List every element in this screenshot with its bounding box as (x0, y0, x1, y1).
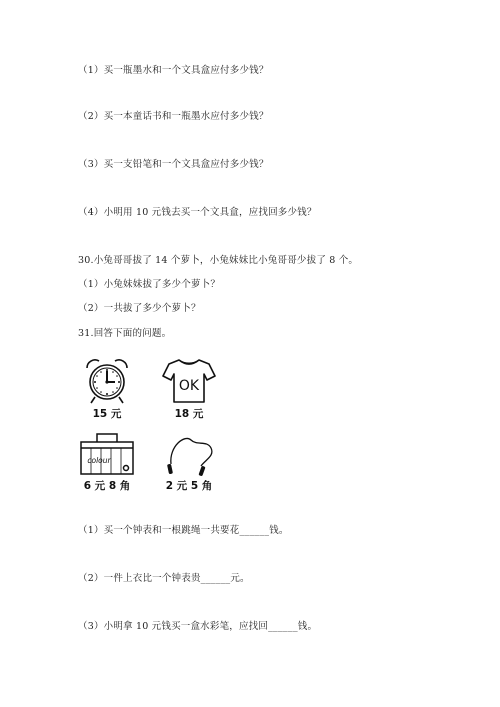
item-alarm-clock (72, 356, 142, 421)
item-bag (72, 430, 142, 493)
price-items (72, 356, 232, 496)
alarm-clock-icon (79, 356, 135, 406)
q31-sub-2: （2）一件上衣比一个钟表贵______元。 (78, 573, 250, 584)
question-2: （2）买一本童话书和一瓶墨水应付多少钱？ (78, 111, 269, 122)
tshirt-icon (161, 356, 217, 406)
q31-title: 31.回答下面的问题。 (78, 328, 172, 339)
question-4: （4）小明用 10 元钱去买一个文具盒，应找回多少钱？ (78, 207, 317, 218)
shirt-text: OK (178, 378, 200, 394)
item-tshirt (154, 356, 224, 421)
q31-sub-3: （3）小明拿 10 元钱买一盒水彩笔，应找回______钱。 (78, 621, 318, 632)
q30-sub-2: （2）一共拔了多少个萝卜？ (78, 303, 201, 314)
q31-sub-1: （1）买一个钟表和一根跳绳一共要花______钱。 (78, 525, 289, 536)
question-1: （1）买一瓶墨水和一个文具盒应付多少钱？ (78, 65, 269, 76)
jump-rope-icon (161, 430, 217, 478)
price-label: 18 元 (174, 408, 204, 420)
bag-text: colour (87, 456, 111, 465)
price-label: 2 元 5 角 (165, 480, 213, 492)
question-3: （3）买一支铅笔和一个文具盒应付多少钱？ (78, 159, 269, 170)
q30-title: 30.小兔哥哥拔了 14 个萝卜，小兔妹妹比小兔哥哥少拔了 8 个。 (78, 255, 359, 266)
q30-sub-1: （1）小兔妹妹拔了多少个萝卜？ (78, 279, 221, 290)
bag-icon (77, 430, 137, 478)
price-label: 6 元 8 角 (83, 480, 131, 492)
item-jump-rope (154, 430, 224, 493)
price-label: 15 元 (92, 408, 122, 420)
